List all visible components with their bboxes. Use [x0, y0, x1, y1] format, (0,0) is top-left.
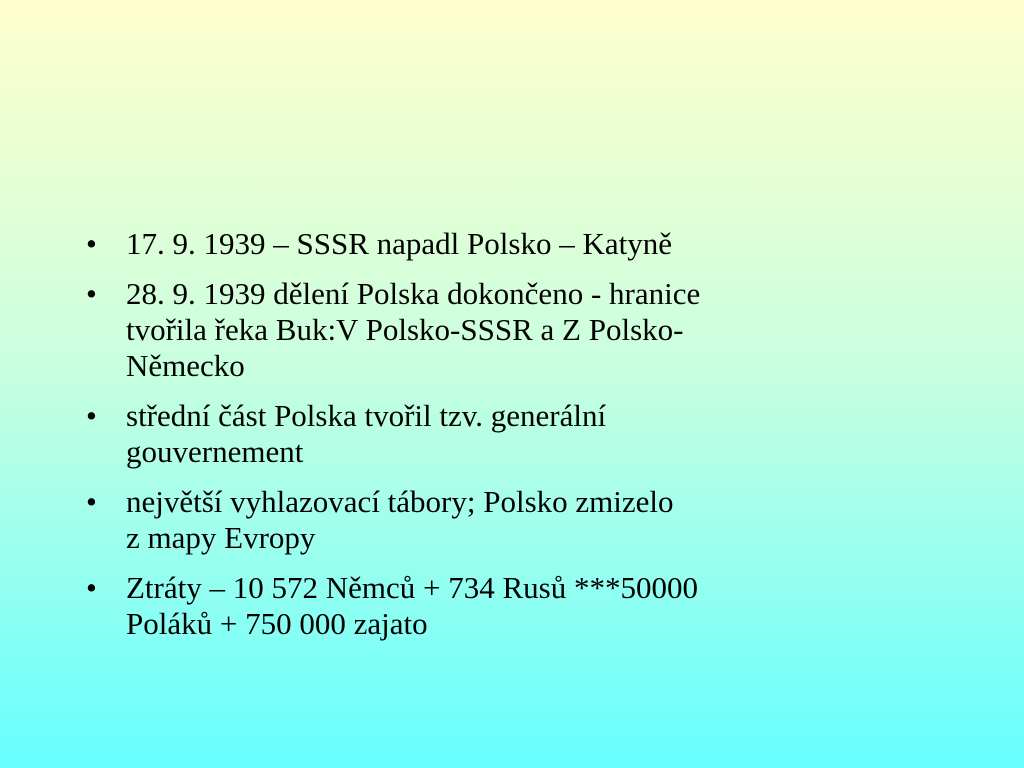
bullet-icon: • — [86, 484, 97, 519]
bullet-icon: • — [86, 226, 97, 261]
list-item-text: Německo — [126, 348, 245, 383]
bullet-icon: • — [86, 570, 97, 605]
list-item-text: gouvernement — [126, 434, 304, 469]
slide-body — [86, 226, 876, 656]
list-item-text: střední část Polska tvořil tzv. generální — [126, 398, 607, 433]
bullet-list — [86, 226, 876, 642]
list-item-text: 17. 9. 1939 – SSSR napadl Polsko – Katyně — [126, 226, 672, 261]
list-item-text: z mapy Evropy — [126, 520, 316, 555]
list-item-text: tvořila řeka Buk:V Polsko-SSSR a Z Polsko- — [126, 312, 684, 347]
bullet-icon: • — [86, 276, 97, 311]
list-item — [86, 226, 876, 262]
list-item — [86, 484, 876, 556]
list-item — [86, 398, 876, 470]
list-item — [86, 570, 876, 642]
list-item-text: největší vyhlazovací tábory; Polsko zmizelo — [126, 484, 674, 519]
bullet-icon: • — [86, 398, 97, 433]
list-item-text: Ztráty – 10 572 Němců + 734 Rusů ***50000 — [126, 570, 698, 605]
list-item-text: Poláků + 750 000 zajato — [126, 606, 428, 641]
list-item-text: 28. 9. 1939 dělení Polska dokončeno - hranice — [126, 276, 701, 311]
list-item — [86, 276, 876, 384]
